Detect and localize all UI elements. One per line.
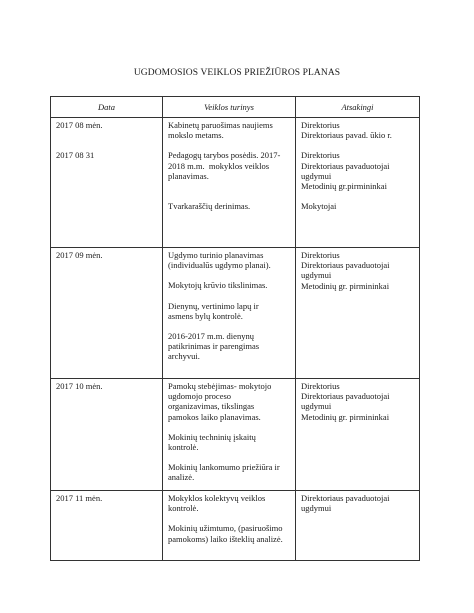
cell-content <box>163 118 296 248</box>
text-line: asmens bylų kontrolė. <box>168 310 243 321</box>
blank-line <box>168 321 292 331</box>
cell-responsible <box>296 248 420 379</box>
text-line: Kabinetų paruošimas naujiems <box>168 120 273 130</box>
header-responsible: Atsakingi <box>296 97 420 118</box>
blank-line <box>56 140 159 150</box>
text-line: patikrinimas ir parengimas <box>168 341 260 352</box>
text-line: Metodinių gr.pirmininkai <box>301 181 387 192</box>
text-line: Metodinių gr. pirmininkai <box>301 280 390 291</box>
cell-date <box>51 248 163 379</box>
text-line: ugdymui <box>301 170 332 181</box>
cell-content <box>163 379 296 491</box>
text-line: 2017 11 mėn. <box>56 493 103 503</box>
text-line: 2017 09 mėn. <box>56 250 103 260</box>
text-line: Direktoriaus pavaduotojai <box>301 260 390 271</box>
text-line: 2017 10 mėn. <box>56 381 103 391</box>
cell-responsible <box>296 118 420 248</box>
text-line: Tvarkaraščių derinimas. <box>168 201 251 212</box>
text-line: 2017 08 mėn. <box>56 120 103 130</box>
text-line: Mokinių lankomumo priežiūra ir <box>168 462 280 473</box>
plan-table <box>50 96 420 561</box>
blank-line <box>168 191 292 201</box>
blank-line <box>168 291 292 301</box>
text-line: kontrolė. <box>168 503 199 514</box>
table-header-row <box>51 97 420 118</box>
text-line: organizavimas, tikslingas <box>168 401 255 412</box>
cell-date <box>51 379 163 491</box>
text-line: Direktoriaus pavaduotojai <box>301 160 390 171</box>
blank-line <box>168 452 292 462</box>
text-line: Direktoriaus pavad. ūkio r. <box>301 130 392 141</box>
text-line: Direktorius <box>301 381 340 391</box>
text-line: planavimas. <box>168 170 209 181</box>
cell-content <box>163 491 296 561</box>
text-line: Dienynų, vertinimo lapų ir <box>168 300 259 311</box>
text-line: Metodinių gr. pirmininkai <box>301 411 390 422</box>
text-line: Mokytojai <box>301 201 337 212</box>
cell-date <box>51 118 163 248</box>
text-line: Direktorius <box>301 250 340 260</box>
header-date: Data <box>51 97 163 118</box>
blank-line <box>168 181 292 191</box>
cell-date <box>51 491 163 561</box>
blank-line <box>168 140 292 150</box>
text-line: Direktorius <box>301 120 340 130</box>
text-line: Mokytojų krūvio tikslinimas. <box>168 280 268 291</box>
document-title: UGDOMOSIOS VEIKLOS PRIEŽIŪROS PLANAS <box>133 68 341 78</box>
text-line: ugdymui <box>301 270 332 281</box>
text-line: Mokyklos kolektyvų veiklos <box>168 493 266 503</box>
text-line: analizė. <box>168 472 195 483</box>
blank-line <box>168 422 292 432</box>
text-line: 2016-2017 m.m. dienynų <box>168 331 254 342</box>
text-line: archyvui. <box>168 351 200 362</box>
text-line: Direktorius <box>301 150 340 161</box>
header-content: Veiklos turinys <box>163 97 296 118</box>
text-line: Pamokų stebėjimas- mokytojo <box>168 381 272 391</box>
text-line: kontrolė. <box>168 442 199 453</box>
table-row <box>51 491 420 561</box>
text-line: Ugdymo turinio planavimas <box>168 250 264 260</box>
table-body <box>51 118 420 561</box>
text-line: Mokinių užimtumo, (pasiruošimo <box>168 523 283 534</box>
text-line: Pedagogų tarybos posėdis. 2017- <box>168 150 281 161</box>
text-line: 2018 m.m. mokyklos veiklos <box>168 160 270 171</box>
text-line: pamokos laiko planavimas. <box>168 411 261 422</box>
text-line: Mokinių techninių įskaitų <box>168 431 256 442</box>
text-line: mokslo metams. <box>168 130 224 141</box>
text-line: ugdomojo proceso <box>168 391 232 402</box>
blank-line <box>168 513 292 523</box>
table-row <box>51 248 420 379</box>
cell-content <box>163 248 296 379</box>
cell-responsible <box>296 379 420 491</box>
text-line: ugdymui <box>301 503 332 514</box>
table-row <box>51 379 420 491</box>
text-line: (individualūs ugdymo planai). <box>168 260 271 271</box>
blank-line <box>168 270 292 280</box>
table-row <box>51 118 420 248</box>
blank-line <box>56 130 159 140</box>
blank-line <box>301 191 416 201</box>
text-line: Direktoriaus pavaduotojai <box>301 391 390 402</box>
text-line: 2017 08 31 <box>56 150 95 161</box>
text-line: ugdymui <box>301 401 332 412</box>
text-line: pamokoms) laiko išteklių analizė. <box>168 533 283 544</box>
blank-line <box>301 140 416 150</box>
cell-responsible <box>296 491 420 561</box>
text-line: Direktoriaus pavaduotojai <box>301 493 390 503</box>
